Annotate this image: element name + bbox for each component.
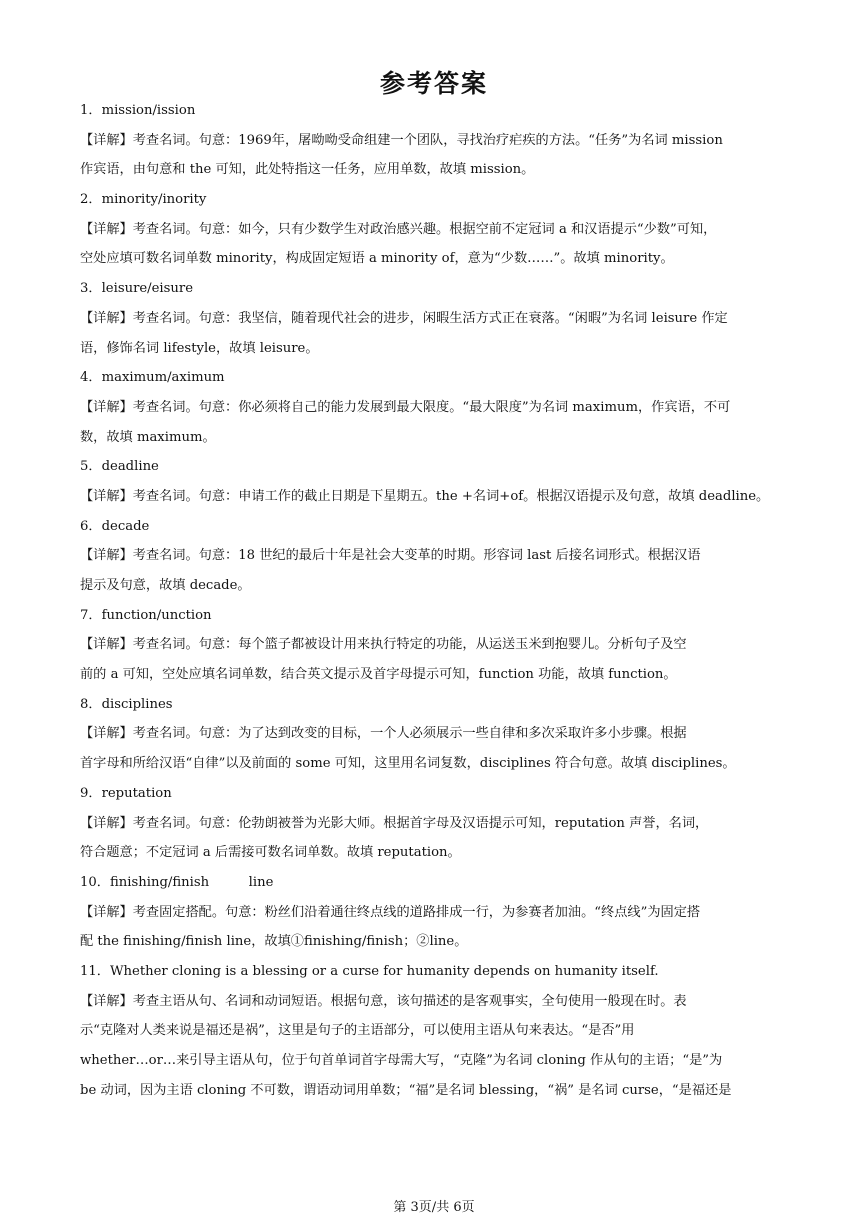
text-line: 配 the finishing/finish line，故填①finishing/finish；②line。 xyxy=(80,934,468,950)
text-line: be 动词，因为主语 cloning 不可数，谓语动词用单数；“福”是名词 blessing，“祸” 是名词 curse，“是福还是 xyxy=(80,1082,732,1098)
text-line: 符合题意；不定冠词 a 后需接可数名词单数。故填 reputation。 xyxy=(80,845,461,861)
text-line: 【详解】考查名词。句意：我坚信，随着现代社会的进步，闲暇生活方式正在衰落。“闲暇”为名词 leisure 作定 xyxy=(80,310,728,326)
text-line: 【详解】考查名词。句意：每个篮子都被设计用来执行特定的功能，从运送玉米到抱婴儿。分析句子及空 xyxy=(80,637,687,653)
text-line: 3．leisure/eisure xyxy=(80,281,194,297)
answer-content xyxy=(80,96,796,1105)
text-line: 9．reputation xyxy=(80,785,172,801)
text-line: 2．minority/inority xyxy=(80,192,207,208)
text-line: 语，修饰名词 lifestyle，故填 leisure。 xyxy=(80,340,319,356)
text-line: 前的 a 可知，空处应填名词单数，结合英文提示及首字母提示可知，function 功能，故填 function。 xyxy=(80,667,677,683)
text-line: 6．decade xyxy=(80,518,150,534)
text-line: 4．maximum/aximum xyxy=(80,370,225,386)
text-line: 【详解】考查名词。句意：如今，只有少数学生对政治感兴趣。根据空前不定冠词 a 和汉语提示“少数”可知， xyxy=(80,221,717,237)
text-line: 11．Whether cloning is a blessing or a curse for humanity depends on humanity itself. xyxy=(80,963,659,979)
text-line: 空处应填可数名词单数 minority，构成固定短语 a minority of，意为“少数……”。故填 minority。 xyxy=(80,251,674,267)
text-line: 5．deadline xyxy=(80,459,159,475)
text-line: 7．function/unction xyxy=(80,607,212,623)
text-line: whether…or…来引导主语从句，位于句首单词首字母需大写，“克隆”为名词 cloning 作从句的主语；“是”为 xyxy=(80,1053,723,1068)
text-line: 1．mission/ission xyxy=(80,103,196,118)
text-line: 【详解】考查固定搭配。句意：粉丝们沿着通往终点线的道路排成一行，为参赛者加油。“终点线”为固定搭 xyxy=(80,904,701,920)
text-line: 【详解】考查名词。句意：你必须将自己的能力发展到最大限度。“最大限度”为名词 maximum，作宾语，不可 xyxy=(80,399,731,415)
page-number: 第 3页/共 6页 xyxy=(393,1200,475,1215)
text-line: 示“克隆对人类来说是福还是祸”，这里是句子的主语部分，可以使用主语从句来表达。“是否”用 xyxy=(80,1023,635,1039)
text-line: 数，故填 maximum。 xyxy=(80,429,216,445)
page-title: 参考答案 xyxy=(379,69,488,98)
text-line: 作宾语，由句意和 the 可知，此处特指这一任务，应用单数，故填 mission。 xyxy=(80,162,535,178)
text-line: 【详解】考查名词。句意：伦勃朗被誉为光影大师。根据首字母及汉语提示可知，reputation 声誉，名词， xyxy=(80,815,709,831)
text-line: 【详解】考查主语从句、名词和动词短语。根据句意，该句描述的是客观事实，全句使用一般现在时。表 xyxy=(80,993,687,1009)
text-line: 【详解】考查名词。句意：1969年，屠呦呦受命组建一个团队，寻找治疗疟疾的方法。“任务”为名词 mission xyxy=(80,132,723,148)
text-line: 10．finishing/finish line xyxy=(80,874,274,890)
text-line: 【详解】考查名词。句意：为了达到改变的目标，一个人必须展示一些自律和多次采取许多小步骤。根据 xyxy=(80,726,687,742)
text-line: 8．disciplines xyxy=(80,696,173,712)
text-line: 【详解】考查名词。句意：申请工作的截止日期是下星期五。the +名词+of。根据汉语提示及句意，故填 deadline。 xyxy=(80,488,770,504)
text-line: 【详解】考查名词。句意：18 世纪的最后十年是社会大变革的时期。形容词 last 后接名词形式。根据汉语 xyxy=(80,548,701,564)
text-line: 提示及句意，故填 decade。 xyxy=(80,578,251,593)
text-line: 首字母和所给汉语“自律”以及前面的 some 可知，这里用名词复数，disciplines 符合句意。故填 disciplines。 xyxy=(80,756,736,772)
